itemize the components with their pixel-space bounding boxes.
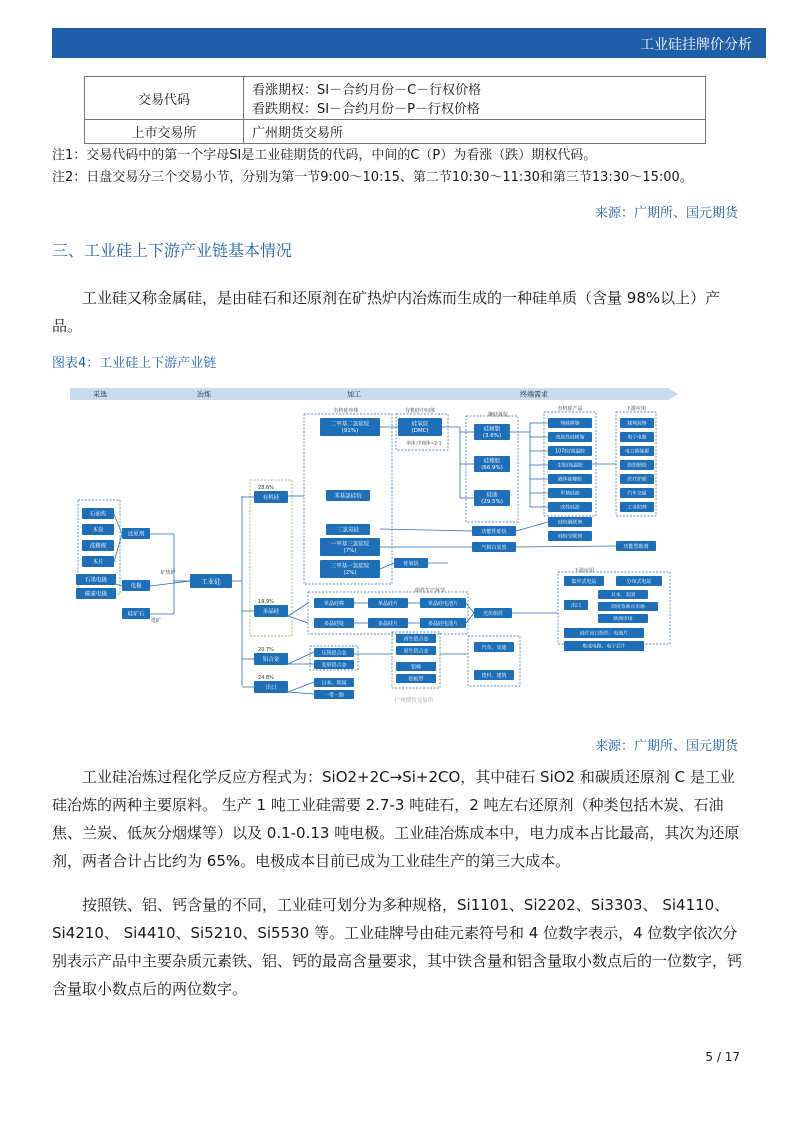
- stage-arrow: [668, 388, 678, 400]
- table-value: 广州期货交易所: [244, 120, 706, 144]
- down-head: 下游应用: [625, 405, 647, 412]
- pv-box-label: 光伏组件: [482, 610, 504, 617]
- header-title: 工业硅挂牌价分析: [640, 37, 752, 53]
- silicon-box-label: 工业硅: [201, 577, 221, 586]
- stage-label: 终端需求: [520, 390, 548, 399]
- connector: [466, 613, 474, 623]
- al-box-label: 压铸铝合金: [321, 650, 347, 657]
- monomer-box-label: 三甲基一氯硅烷: [330, 563, 370, 570]
- product-box-label: 生胶/高温胶: [557, 463, 583, 469]
- monomer-box-label: 三氯氢硅: [336, 527, 360, 534]
- paragraph-3: 按照铁、铝、钙含量的不同，工业硅可划分为多种规格，Si1101、Si2202、Si3303、 Si4110、Si4210、 Si4410、Si5210、Si5530 等。工业硅牌号由硅元素符号和 4 位数字表示，4 位数字依次分别表示产品中主要杂质元素铁、铝、钙的最高含量要求，其中铁含量和铝含量取小数点后的一位数字，钙含量取小数点后的两位数字。: [52, 896, 743, 998]
- section-title: 三、工业硅上下游产业链基本情况: [52, 241, 293, 260]
- table-key: 上市交易所: [85, 120, 244, 144]
- raw-box-label: 碳素电极: [84, 591, 108, 598]
- branch-box-label: 铝合金: [262, 656, 280, 663]
- pv-app-box-label: 印度等新兴市场: [611, 605, 645, 611]
- connector: [288, 616, 308, 623]
- monomer-box-label: (2%): [343, 570, 357, 577]
- app-box-label: 电力新能源: [625, 449, 649, 455]
- app-box-label: 工业助剂: [627, 505, 647, 511]
- monomer-box-label: (91%): [341, 428, 359, 435]
- poly-box-label: (66.9%): [481, 465, 503, 472]
- connector: [114, 514, 122, 534]
- poly-box-label: (3.6%): [482, 433, 502, 440]
- app-box-label: 电子电器: [627, 435, 647, 441]
- paragraph-1: 工业硅又称金属硅，是由硅石和还原剂在矿热炉内冶炼而生成的一种硅单质（含量 98%以上）产品。: [52, 289, 721, 335]
- mid-head: 有机硅中间体: [404, 407, 436, 414]
- app-box-label: 医疗护理: [627, 477, 647, 483]
- page-number: 5 / 17: [705, 1050, 740, 1064]
- func-box-label: 功能型助剂: [623, 543, 649, 550]
- stage-label: 加工: [347, 390, 361, 399]
- code-table: [84, 76, 706, 144]
- industry-chain-diagram: [64, 384, 682, 706]
- pv-box-label: 多晶硅片: [377, 620, 399, 627]
- raw-box-label: 洗精煤: [89, 543, 107, 550]
- poly-head: 聚硅氧烷: [487, 411, 509, 418]
- pv-box-label: 单晶硅电池片: [427, 600, 459, 607]
- poly-box-label: 硅树脂: [483, 426, 501, 433]
- product-box-label: 改性硅油: [560, 505, 580, 511]
- al-app-box-label: 汽车、交通: [481, 644, 507, 651]
- connector: [150, 581, 190, 586]
- pv-box-label: 多晶硅电池片: [427, 620, 459, 627]
- product-box-label: 纯硅树脂: [560, 421, 580, 427]
- al-box-label: 变形铝合金: [321, 662, 347, 669]
- pv-app-box-label: 日本、美国: [611, 593, 635, 599]
- monomer-box-label: 一甲基三氯硅烷: [330, 541, 370, 548]
- func-box-label: 功能性硅烷: [481, 528, 507, 535]
- app-box-label: 建筑装饰: [627, 421, 647, 427]
- table-row: [85, 77, 706, 120]
- monomer-box-label: 苯基氯硅烷: [334, 493, 362, 500]
- al-box-label: 原生铝合金: [403, 648, 429, 655]
- product-box-label: 107胶/高温胶: [555, 449, 585, 455]
- branch-pct: 20.7%: [258, 646, 274, 653]
- product-box-label: 甲基硅油: [560, 491, 580, 497]
- branch-box-label: 出口: [265, 684, 277, 691]
- func-box-label: 气相白炭黑: [481, 544, 507, 551]
- table-key: 交易代码: [85, 77, 244, 120]
- pv-box-label: 单晶硅片: [377, 600, 399, 607]
- product-box-label: 改质性硅树脂: [555, 435, 585, 441]
- stage-label: 采选: [93, 390, 107, 399]
- ore-label: 选矿: [150, 617, 162, 624]
- connector: [288, 692, 314, 694]
- export-box-label: 一带一路: [323, 692, 345, 699]
- connector: [516, 546, 616, 547]
- func-box-label: 硅氧烷: [403, 560, 419, 567]
- connector: [380, 529, 472, 531]
- branch-box-label: 多晶硅: [262, 608, 280, 615]
- connector: [116, 584, 122, 586]
- connector: [466, 603, 474, 613]
- pv-app-box-label: 分布式电站: [626, 578, 652, 585]
- dmc-box-label: 硅氧烷: [411, 421, 429, 428]
- pv-head: 组件生产环节: [414, 587, 446, 594]
- product-box-label: 液体硅橡胶: [558, 477, 582, 483]
- poly-box-label: 硅橡胶: [483, 458, 501, 465]
- pv-app-box-label: 硅片出口组件、电池片: [580, 631, 628, 637]
- raw-box-label: 石油焦: [89, 511, 107, 518]
- pv-box-label: 单晶硅棒: [323, 600, 345, 607]
- raw-box-label: 木炭: [92, 527, 104, 534]
- app-box-label: 纺织制造: [627, 463, 647, 469]
- connector: [288, 682, 314, 692]
- header-bar: [52, 28, 766, 58]
- poly-box-label: 硅油: [486, 492, 498, 499]
- al-app-box-label: 建材、建筑: [481, 672, 507, 679]
- connector: [114, 534, 122, 562]
- monomer-box-label: 二甲基二氯硅烷: [330, 421, 370, 428]
- note-2: 注2：日盘交易分三个交易小节，分别为第一节9:00～10:15、第二节10:30～11:30和第三节13:30～15:00。: [52, 170, 693, 185]
- poly-box-label: (29.5%): [481, 499, 503, 506]
- al-box-label: 铝板带: [408, 676, 424, 683]
- ratio-label: 单体:中间体=2:1: [406, 441, 442, 447]
- stage-bar: [70, 388, 668, 400]
- figure-caption: 图表4：工业硅上下游产业链: [52, 356, 217, 371]
- note-1: 注1：交易代码中的第一个字母SI是工业硅期货的代码，中间的C（P）为看涨（跌）期权代码。: [52, 148, 597, 163]
- branch-box-label: 有机硅: [262, 494, 280, 501]
- al-box-label: 铝棒: [410, 664, 422, 671]
- app-box-label: 汽车交通: [627, 491, 647, 497]
- export-box-label: 日本、韩国: [321, 680, 347, 687]
- furnace-label: 矿热炉: [160, 569, 176, 576]
- pv-export-box-label: 出口: [570, 602, 582, 609]
- raw-box-label: 石墨电极: [84, 577, 108, 584]
- table-row: [85, 120, 706, 144]
- dmc-box-label: (DMC): [411, 428, 429, 435]
- monomer-box-label: (7%): [343, 548, 357, 555]
- pv-app-box-label: 欧洲市场: [613, 617, 633, 623]
- pv-box-label: 多晶硅锭: [323, 620, 345, 627]
- watermark: 广州期货交易所: [394, 697, 434, 704]
- pv-down-head: 下游应用: [573, 567, 595, 574]
- silica-box-label: 硅矿石: [127, 611, 145, 618]
- connector: [516, 522, 548, 531]
- electrode-box-label: 电极: [130, 583, 142, 590]
- branch-pct: 19.9%: [258, 598, 274, 605]
- al-box-label: 再生铝合金: [403, 636, 429, 643]
- product-box-label: 硅烷偶联剂: [558, 520, 582, 526]
- stage-label: 冶炼: [197, 390, 211, 399]
- pv-app-box-label: 集中式电站: [571, 578, 597, 585]
- branch-pct: 28.6%: [258, 484, 274, 491]
- product-box-label: 硅烷交联剂: [558, 534, 582, 540]
- source-1: 来源：广期所、国元期货: [594, 206, 738, 221]
- table-line: 看跌期权：SI－合约月份－P－行权价格: [252, 102, 480, 117]
- paragraph-2: 工业硅冶炼过程化学反应方程式为：SiO2+2C→Si+2CO，其中硅石 SiO2 和碳质还原剂 C 是工业硅冶炼的两种主要原料。 生产 1 吨工业硅需要 2.7-3 吨硅石，2 吨左右还原剂（种类包括木炭、石油焦、兰炭、低灰分烟煤等）以及 0.1-0.13 吨电极。工业硅冶炼成本中，电力成本占比最高，其次为还原剂，两者合计占比约为 65%。电极成本目前已成为工业硅生产的第三大成本。: [52, 768, 740, 870]
- table-line: 看涨期权：SI－合约月份－C－行权价格: [252, 83, 482, 98]
- prod-head: 有机硅产品: [557, 405, 583, 412]
- reductant-box-label: 还原剂: [127, 531, 145, 538]
- pv-app-box-label: 集成电路、电子芯片: [582, 644, 626, 650]
- table-value: [244, 77, 706, 120]
- branch-pct: 24.8%: [258, 674, 274, 681]
- source-2: 来源：广期所、国元期货: [594, 739, 738, 754]
- connector: [288, 603, 308, 616]
- raw-box-label: 木片: [92, 559, 104, 566]
- organic-head: 有机硅单体: [333, 407, 359, 414]
